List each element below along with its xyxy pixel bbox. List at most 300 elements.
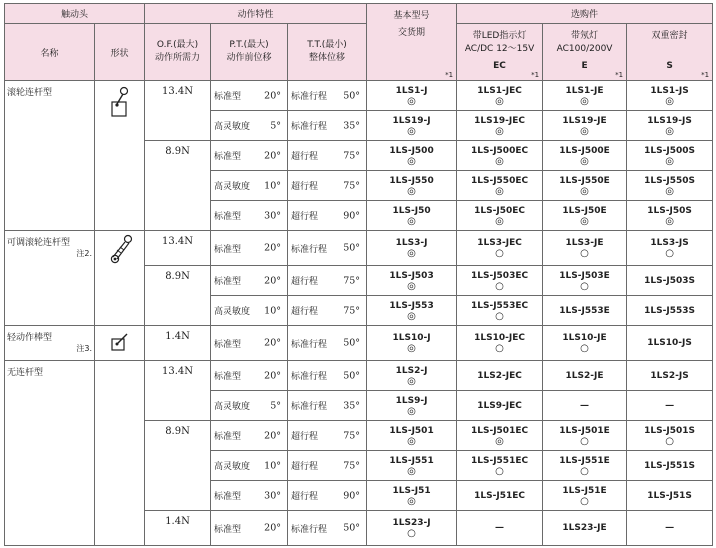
force-value: 8.9N <box>145 266 211 326</box>
base-model-cell <box>367 296 457 326</box>
of-header <box>145 24 211 81</box>
base-model: 1LS3-J <box>395 238 428 248</box>
e-model: 1LS3-JE <box>565 238 604 248</box>
ec-model: 1LS-J51EC <box>474 490 525 501</box>
delivery-label: 交货期 <box>398 28 426 38</box>
delivery-mark: ○ <box>665 435 674 447</box>
base-model: 1LS19-J <box>392 115 431 126</box>
tt-cell <box>288 141 367 171</box>
e-model-cell <box>543 481 627 511</box>
delivery-mark: ◎ <box>407 495 416 507</box>
base-model-cell <box>367 81 457 111</box>
base-model: 1LS-J500 <box>389 145 434 156</box>
pt-cell <box>211 391 288 421</box>
delivery-mark: ○ <box>580 435 589 447</box>
ec-model: 1LS-J553EC <box>470 300 529 311</box>
s-model: 1LS1-JS <box>650 85 689 96</box>
base-model: 1LS-J51 <box>392 485 431 496</box>
pt-cell <box>211 266 288 296</box>
e-header-line2: AC100/200V <box>556 44 613 54</box>
delivery-mark: ◎ <box>407 215 416 227</box>
pt-header <box>211 24 288 81</box>
force-value: 13.4N <box>145 361 211 421</box>
delivery-mark: ◎ <box>665 125 674 137</box>
e-model: 1LS-J550E <box>559 175 610 186</box>
pt-value: 5° <box>270 400 282 411</box>
characteristics-group-header: 动作特性 <box>145 4 367 24</box>
base-model-cell <box>367 171 457 201</box>
pt-label: 标准型 <box>214 212 242 222</box>
e-header <box>543 24 627 81</box>
e-model-cell <box>543 511 627 546</box>
adjustable-roller-lever-shape <box>105 233 135 269</box>
tt-value: 50° <box>343 90 361 101</box>
tt-label: 超行程 <box>291 462 319 472</box>
base-model-cell <box>367 451 457 481</box>
s-model-cell <box>627 231 713 266</box>
actuator-name-text: 轻动作棒型 <box>7 333 53 343</box>
ec-model: 1LS-J550EC <box>470 175 529 186</box>
delivery-mark: ◎ <box>407 310 416 322</box>
e-model: 1LS1-JE <box>565 85 604 96</box>
ec-model: 1LS10-JEC <box>474 333 525 343</box>
pt-label: 标准型 <box>214 277 242 287</box>
tt-label: 标准行程 <box>291 524 328 535</box>
ec-model-cell <box>457 361 543 391</box>
tt-value: 75° <box>343 180 361 191</box>
e-model-cell <box>543 231 627 266</box>
e-model: — <box>580 400 590 411</box>
actuator-name <box>5 326 95 361</box>
s-model: 1LS-J501S <box>644 425 695 436</box>
pt-value: 10° <box>264 180 282 191</box>
s-model-cell <box>627 326 713 361</box>
ec-model-cell <box>457 201 543 231</box>
tt-label: 超行程 <box>291 432 319 442</box>
e-model: 1LS-J51E <box>562 485 607 496</box>
force-value: 13.4N <box>145 81 211 141</box>
delivery-mark: ◎ <box>495 95 504 107</box>
pt-cell <box>211 326 288 361</box>
s-model-cell <box>627 361 713 391</box>
base-model-header <box>367 4 457 81</box>
e-code: E <box>581 61 588 71</box>
ec-model: 1LS9-JEC <box>477 400 522 411</box>
delivery-mark: ◎ <box>665 95 674 107</box>
s-model: 1LS19-JS <box>647 115 692 126</box>
tt-label: 标准行程 <box>291 92 328 102</box>
delivery-mark: ◎ <box>407 280 416 292</box>
s-model: 1LS-J550S <box>644 175 695 186</box>
delivery-mark: ◎ <box>495 435 504 447</box>
ec-model-cell <box>457 266 543 296</box>
s-model-cell <box>627 391 713 421</box>
base-note: *1 <box>445 71 454 79</box>
delivery-mark: ◎ <box>407 248 416 259</box>
base-model: 1LS-J551 <box>389 455 434 466</box>
shape-header: 形状 <box>95 24 145 81</box>
ec-model: — <box>495 523 505 533</box>
e-model: 1LS-J553E <box>559 305 610 316</box>
pt-label: 标准型 <box>214 492 242 502</box>
e-model-cell <box>543 266 627 296</box>
ec-model: 1LS-J501EC <box>470 425 529 436</box>
tt-cell <box>288 361 367 391</box>
s-model: — <box>665 523 675 533</box>
base-model: 1LS-J501 <box>389 425 434 436</box>
e-model-cell <box>543 201 627 231</box>
s-model-cell <box>627 201 713 231</box>
delivery-mark: ◎ <box>407 375 416 387</box>
ec-model-cell <box>457 451 543 481</box>
s-model-cell <box>627 421 713 451</box>
pt-value: 20° <box>264 370 282 381</box>
ec-model-cell <box>457 481 543 511</box>
tt-value: 50° <box>343 242 361 254</box>
pt-label: 标准型 <box>214 524 242 535</box>
tt-value: 35° <box>343 120 361 131</box>
pt-cell <box>211 451 288 481</box>
s-model-cell <box>627 81 713 111</box>
tt-label: 标准行程 <box>291 122 328 132</box>
s-model-cell <box>627 266 713 296</box>
base-model: 1LS10-J <box>392 333 431 343</box>
tt-cell <box>288 81 367 111</box>
tt-label: 超行程 <box>291 182 319 192</box>
ec-model: 1LS19-JEC <box>474 115 525 126</box>
s-model-cell <box>627 171 713 201</box>
light-action-rod-shape <box>109 331 131 353</box>
tt-cell <box>288 171 367 201</box>
base-model-cell <box>367 391 457 421</box>
tt-value: 75° <box>343 275 361 286</box>
tt-label: 标准行程 <box>291 372 328 382</box>
tt-cell <box>288 201 367 231</box>
tt-cell <box>288 511 367 546</box>
delivery-mark: ○ <box>580 465 589 477</box>
options-group-header: 选购件 <box>457 4 713 24</box>
e-model-cell <box>543 421 627 451</box>
actuator-note: 注3. <box>76 344 92 353</box>
e-model: 1LS23-JE <box>562 523 607 533</box>
tt-value: 75° <box>343 460 361 471</box>
tt-value: 50° <box>343 337 361 349</box>
pt-value: 20° <box>264 90 282 101</box>
ec-model-cell <box>457 511 543 546</box>
tt-cell <box>288 391 367 421</box>
base-model: 1LS-J503 <box>389 270 434 281</box>
actuator-name-text: 无连杆型 <box>7 368 44 378</box>
force-value: 13.4N <box>145 231 211 266</box>
s-model-cell <box>627 451 713 481</box>
actuator-name <box>5 361 95 546</box>
force-value: 8.9N <box>145 141 211 231</box>
delivery-mark: ◎ <box>407 343 416 354</box>
e-model-cell <box>543 171 627 201</box>
e-model: 1LS2-JE <box>565 370 604 381</box>
base-model-cell <box>367 481 457 511</box>
product-spec-table <box>4 3 713 546</box>
delivery-mark: ◎ <box>407 435 416 447</box>
delivery-mark: ◎ <box>665 215 674 227</box>
base-model: 1LS23-J <box>392 518 431 528</box>
base-model-title: 基本型号 <box>393 11 430 21</box>
delivery-mark: ○ <box>495 310 504 322</box>
pt-label: 标准型 <box>214 92 242 102</box>
e-model-cell <box>543 451 627 481</box>
base-model-cell <box>367 231 457 266</box>
ec-model: 1LS2-JEC <box>477 370 522 381</box>
ec-model: 1LS1-JEC <box>477 85 522 96</box>
pt-cell <box>211 171 288 201</box>
tt-cell <box>288 296 367 326</box>
tt-value: 35° <box>343 400 361 411</box>
pt-value: 20° <box>264 522 282 534</box>
tt-label: 超行程 <box>291 307 319 317</box>
delivery-mark: ◎ <box>580 125 589 137</box>
tt-label: 标准行程 <box>291 244 328 255</box>
base-model-cell <box>367 266 457 296</box>
base-model: 1LS9-J <box>395 395 428 406</box>
tt-cell <box>288 481 367 511</box>
ec-model: 1LS-J50EC <box>474 205 525 216</box>
tt-value: 75° <box>343 430 361 441</box>
pt-value: 10° <box>264 305 282 316</box>
pt-label: 高灵敏度 <box>214 122 251 132</box>
ec-model-cell <box>457 141 543 171</box>
delivery-mark: ◎ <box>665 155 674 167</box>
pt-label: 标准型 <box>214 372 242 382</box>
e-header-line1: 带氖灯 <box>571 31 599 41</box>
e-model-cell <box>543 81 627 111</box>
actuator-name-text: 可调滚轮连杆型 <box>7 238 71 248</box>
base-model: 1LS1-J <box>395 85 428 96</box>
pt-header-line2: 动作前位移 <box>226 53 272 63</box>
delivery-mark: ○ <box>407 528 416 539</box>
tt-cell <box>288 266 367 296</box>
pt-label: 标准型 <box>214 152 242 162</box>
delivery-mark: ◎ <box>407 465 416 477</box>
pt-cell <box>211 421 288 451</box>
s-model: 1LS-J503S <box>644 275 695 286</box>
light-action-rod-icon <box>95 326 145 361</box>
actuator-name-text: 滚轮连杆型 <box>7 88 53 98</box>
pt-cell <box>211 141 288 171</box>
s-model: 1LS-J551S <box>644 460 695 471</box>
delivery-mark: ○ <box>580 343 589 354</box>
force-value: 1.4N <box>145 326 211 361</box>
s-header <box>627 24 713 81</box>
e-model: 1LS-J503E <box>559 270 610 281</box>
ec-code: EC <box>493 61 506 71</box>
delivery-mark: ○ <box>495 280 504 292</box>
ec-model-cell <box>457 391 543 421</box>
ec-model-cell <box>457 296 543 326</box>
roller-lever-icon <box>95 81 145 231</box>
tt-cell <box>288 231 367 266</box>
roller-lever-shape <box>106 85 134 119</box>
delivery-mark: ○ <box>665 248 674 259</box>
pt-header-line1: P.T.(最大) <box>229 40 269 50</box>
force-value: 1.4N <box>145 511 211 546</box>
pt-value: 5° <box>270 120 282 131</box>
s-model: 1LS3-JS <box>650 238 689 248</box>
delivery-mark: ○ <box>580 248 589 259</box>
pt-value: 30° <box>264 490 282 501</box>
pt-value: 30° <box>264 210 282 221</box>
of-header-line2: 动作所需力 <box>155 53 201 63</box>
s-model-cell <box>627 481 713 511</box>
delivery-mark: ○ <box>580 495 589 507</box>
delivery-mark: ◎ <box>495 215 504 227</box>
delivery-mark: ○ <box>580 280 589 292</box>
s-model: 1LS-J51S <box>647 490 692 501</box>
e-model: 1LS-J551E <box>559 455 610 466</box>
s-model: 1LS-J553S <box>644 305 695 316</box>
base-model: 1LS-J50 <box>392 205 431 216</box>
delivery-mark: ◎ <box>665 185 674 197</box>
tt-cell <box>288 111 367 141</box>
pt-cell <box>211 111 288 141</box>
tt-header-line2: 整体位移 <box>309 53 346 63</box>
delivery-mark: ◎ <box>407 95 416 107</box>
s-model-cell <box>627 111 713 141</box>
ec-model-cell <box>457 81 543 111</box>
e-model-cell <box>543 141 627 171</box>
ec-note: *1 <box>531 71 540 79</box>
tt-label: 超行程 <box>291 212 319 222</box>
ec-header-line1: 带LED指示灯 <box>472 31 527 41</box>
base-model-cell <box>367 201 457 231</box>
s-model: 1LS10-JS <box>647 338 692 348</box>
of-header-line1: O.F.(最大) <box>156 40 199 50</box>
pt-value: 20° <box>264 275 282 286</box>
s-header-line1: 双重密封 <box>651 31 688 41</box>
ec-model-cell <box>457 231 543 266</box>
actuator-note: 注2. <box>76 249 92 258</box>
e-model: 1LS-J50E <box>562 205 607 216</box>
force-value: 8.9N <box>145 421 211 511</box>
tt-cell <box>288 451 367 481</box>
pt-cell <box>211 511 288 546</box>
tt-label: 超行程 <box>291 152 319 162</box>
pt-value: 20° <box>264 430 282 441</box>
ec-header <box>457 24 543 81</box>
pt-value: 20° <box>264 242 282 254</box>
e-note: *1 <box>615 71 624 79</box>
e-model-cell <box>543 391 627 421</box>
delivery-mark: ◎ <box>407 125 416 137</box>
s-model: 1LS-J50S <box>647 205 692 216</box>
delivery-mark: ◎ <box>407 155 416 167</box>
tt-value: 90° <box>343 210 361 221</box>
s-model-cell <box>627 141 713 171</box>
e-model-cell <box>543 296 627 326</box>
pt-cell <box>211 201 288 231</box>
delivery-mark: ◎ <box>580 185 589 197</box>
delivery-mark: ◎ <box>495 125 504 137</box>
base-model-cell <box>367 141 457 171</box>
s-model-cell <box>627 296 713 326</box>
adjustable-roller-lever-icon <box>95 231 145 326</box>
ec-model: 1LS-J503EC <box>470 270 529 281</box>
e-model: 1LS19-JE <box>562 115 607 126</box>
tt-value: 50° <box>343 522 361 534</box>
actuator-name <box>5 231 95 326</box>
e-model-cell <box>543 111 627 141</box>
pt-cell <box>211 81 288 111</box>
ec-model-cell <box>457 111 543 141</box>
delivery-mark: ◎ <box>580 155 589 167</box>
e-model-cell <box>543 361 627 391</box>
e-model: 1LS10-JE <box>562 333 607 343</box>
base-model-cell <box>367 326 457 361</box>
name-header: 名称 <box>5 24 95 81</box>
pt-value: 10° <box>264 460 282 471</box>
actuator-name <box>5 81 95 231</box>
e-model: 1LS-J501E <box>559 425 610 436</box>
pt-label: 高灵敏度 <box>214 307 251 317</box>
ec-header-line2: AC/DC 12～15V <box>464 44 535 54</box>
delivery-mark: ◎ <box>495 185 504 197</box>
pt-label: 高灵敏度 <box>214 462 251 472</box>
base-model-cell <box>367 361 457 391</box>
base-model: 1LS2-J <box>395 365 428 376</box>
tt-cell <box>288 421 367 451</box>
tt-value: 75° <box>343 150 361 161</box>
pt-cell <box>211 231 288 266</box>
actuator-group-header: 触动头 <box>5 4 145 24</box>
ec-model-cell <box>457 421 543 451</box>
pt-value: 20° <box>264 337 282 349</box>
s-model: 1LS-J500S <box>644 145 695 156</box>
s-model-cell <box>627 511 713 546</box>
pt-label: 标准型 <box>214 339 242 350</box>
ec-model-cell <box>457 171 543 201</box>
pt-label: 高灵敏度 <box>214 402 251 412</box>
tt-header <box>288 24 367 81</box>
tt-label: 超行程 <box>291 492 319 502</box>
tt-value: 50° <box>343 370 361 381</box>
s-model: 1LS2-JS <box>650 370 689 381</box>
tt-cell <box>288 326 367 361</box>
tt-label: 超行程 <box>291 277 319 287</box>
delivery-mark: ◎ <box>580 215 589 227</box>
pt-label: 高灵敏度 <box>214 182 251 192</box>
pt-cell <box>211 296 288 326</box>
tt-value: 75° <box>343 305 361 316</box>
delivery-mark: ○ <box>495 343 504 354</box>
s-code: S <box>666 61 673 71</box>
pt-value: 20° <box>264 150 282 161</box>
shape-empty-cell <box>95 361 145 546</box>
delivery-mark: ◎ <box>407 405 416 417</box>
base-model-cell <box>367 421 457 451</box>
tt-label: 标准行程 <box>291 402 328 412</box>
base-model-cell <box>367 511 457 546</box>
delivery-mark: ○ <box>495 465 504 477</box>
delivery-mark: ◎ <box>580 95 589 107</box>
delivery-mark: ◎ <box>407 185 416 197</box>
ec-model: 1LS3-JEC <box>477 238 522 248</box>
tt-header-line1: T.T.(最小) <box>307 40 347 50</box>
ec-model-cell <box>457 326 543 361</box>
e-model-cell <box>543 326 627 361</box>
tt-value: 90° <box>343 490 361 501</box>
pt-cell <box>211 481 288 511</box>
delivery-mark: ◎ <box>495 155 504 167</box>
base-model: 1LS-J553 <box>389 300 434 311</box>
